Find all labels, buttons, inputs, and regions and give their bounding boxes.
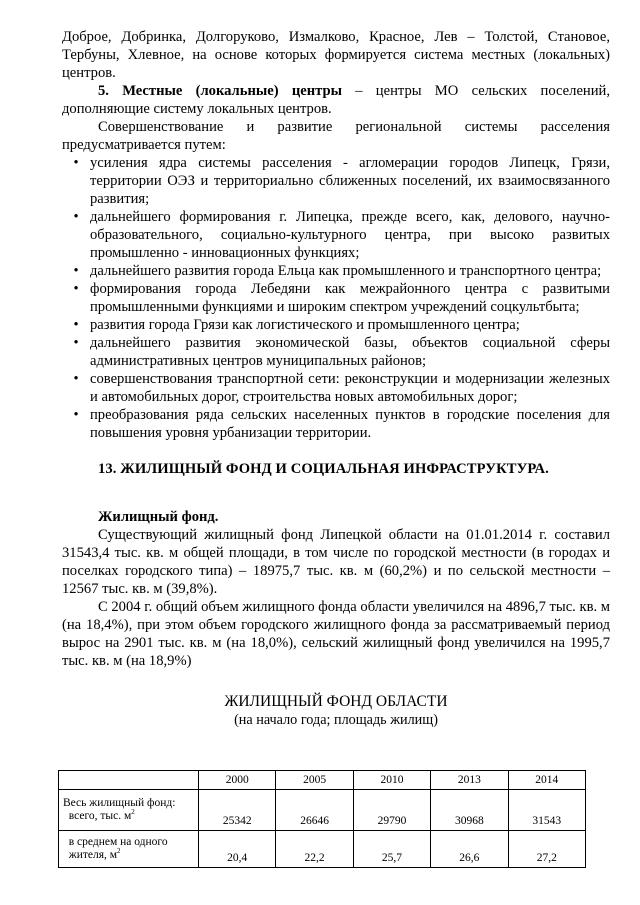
table-subtitle: (на начало года; площадь жилищ) [234,712,438,728]
table-header-year: 2000 [199,771,276,790]
table-header-year: 2013 [431,771,508,790]
row-label-line: всего, тыс. м [68,810,132,822]
unit-superscript: 2 [131,808,135,816]
table-cell: 30968 [431,790,508,831]
paragraph-housing-growth: С 2004 г. общий объем жилищного фонда области увеличился на 4896,7 тыс. кв. м (на 18,4%), при этом объем городского жилищного фонда за рассматриваемый период вырос на 2901 тыс. кв. м (на 18,0%), сельский жилищный фонд увеличился на 1995,7 тыс. кв. м (на 18,9%) [62,599,610,669]
row-label-line: жителя, м [68,849,118,861]
list-item [62,334,610,370]
list-item-text: дальнейшего развития экономической базы, объектов социальной сферы административных центров муниципальных районов; [90,335,610,369]
document-page [62,28,610,729]
list-item-text: дальнейшего развития города Ельца как промышленного и транспортного центра; [90,263,602,279]
paragraph-housing-existing: Существующий жилищный фонд Липецкой области на 01.01.2014 г. составил 31543,4 тыс. кв. м общей площади, в том числе по городской местности (в городах и поселках городского типа) – 18975,7 тыс. кв. м (60,2%) и по сельской местности – 12567 тыс. кв. м (39,8%). [62,527,610,597]
list-item [62,262,610,280]
list-item [62,280,610,316]
table-title: ЖИЛИЩНЫЙ ФОНД ОБЛАСТИ [224,693,448,710]
table-cell: 25,7 [353,831,430,868]
row-label-line: в среднем на одного [68,836,168,848]
list-item [62,406,610,442]
table-caption [62,692,610,729]
list-item-text: развития города Грязи как логистического и промышленного центра; [90,317,520,333]
subheading-housing-fund: Жилищный фонд. [98,509,219,525]
table-row [59,831,586,868]
table-cell: 31543 [508,790,585,831]
list-item-text: преобразования ряда сельских населенных пунктов в городские поселения для повышения уровня урбанизации территории. [90,407,610,441]
table-cell: 26,6 [431,831,508,868]
table-row [59,790,586,831]
bullet-icon: • [73,407,79,423]
table-cell: 22,2 [276,831,353,868]
list-item [62,370,610,406]
unit-superscript: 2 [117,847,121,855]
bullet-icon: • [73,335,79,351]
list-item [62,316,610,334]
paragraph-improvement: Совершенствование и развитие региональной системы расселения предусматривается путем: [62,119,610,153]
table-cell: 27,2 [508,831,585,868]
list-item-text: усиления ядра системы расселения - агломерации городов Липецк, Грязи, территории ОЭЗ и территориально сближенных поселений, их взаимосвязанного развития; [90,155,610,207]
table-cell: 20,4 [199,831,276,868]
bullet-icon: • [73,263,79,279]
row-label-line: Весь жилищный фонд: [63,797,176,809]
row-label-per-capita [59,831,199,868]
row-label-total [59,790,199,831]
bullet-icon: • [73,371,79,387]
housing-fund-table [58,770,586,868]
list-item [62,154,610,208]
list-item [62,208,610,262]
table-cell: 29790 [353,790,430,831]
bullet-icon: • [73,281,79,297]
list-item-text: совершенствования транспортной сети: реконструкции и модернизации железных и автомобильных дорог, строительства новых автомобильных дорог; [90,371,610,405]
list-item-text: формирования города Лебедяни как межрайонного центра с развитыми промышленными функциями и широким спектром учреждений соцкультбыта; [90,281,610,315]
section-heading: 13. ЖИЛИЩНЫЙ ФОНД И СОЦИАЛЬНАЯ ИНФРАСТРУКТУРА. [98,461,549,477]
improvement-list [62,154,610,442]
table-cell: 26646 [276,790,353,831]
table-cell: 25342 [199,790,276,831]
bullet-icon: • [73,209,79,225]
table-header-row [59,771,586,790]
table-header-year: 2005 [276,771,353,790]
bullet-icon: • [73,155,79,171]
table-header-year: 2010 [353,771,430,790]
paragraph-centers-list: Доброе, Добринка, Долгоруково, Измалково, Красное, Лев – Толстой, Становое, Тербуны, Хлевное, на основе которых формируется система местных (локальных) центров. [62,29,610,81]
paragraph-local-centers [62,82,610,118]
bullet-icon: • [73,317,79,333]
table-header-year: 2014 [508,771,585,790]
local-centers-term: 5. Местные (локальные) центры [98,83,343,99]
table-header-empty [59,771,199,790]
local-centers-definition: – центры МО сельских поселений, дополняющие систему локальных центров. [62,83,611,117]
list-item-text: дальнейшего формирования г. Липецка, прежде всего, как, делового, научно-образовательного, социально-культурного центра, при высоко развитых промышленно - инновационных функциях; [90,209,610,261]
